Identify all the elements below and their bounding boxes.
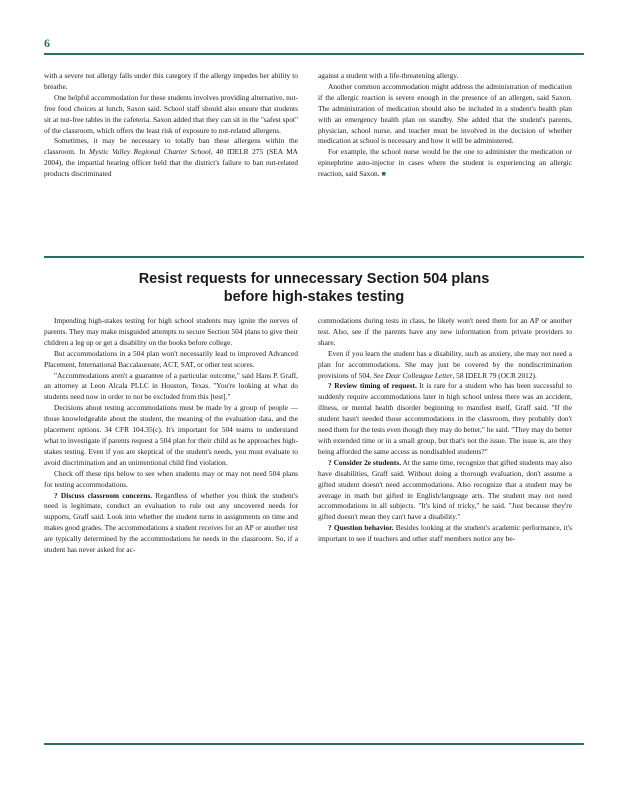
end-mark: ■	[381, 169, 386, 179]
case-citation: See Dear Colleague Letter	[373, 370, 453, 380]
tip-heading: ? Review timing of request.	[328, 381, 417, 391]
tip-text: Regardless of whether you think the student's need is legitimate, conduct an evaluation to rule out any uncovered needs for supports, Graff said. Look into whether the student turns in assignments on time and makes good grades. The accommodations a student receives for an AP or another test are typically determined by the accommodations he needs in the classroom. So, if a student has never asked for ac-	[44, 490, 298, 555]
article2-paragraph: commodations during tests in class, he likely won't need them for an AP or another test. Also, see if the parents have any new information from private providers to share.	[318, 316, 572, 347]
article2-paragraph: But accommodations in a 504 plan won't necessarily lead to improved Advanced Placement, International Baccalaureate, ACT, SAT, or other test scores.	[44, 348, 298, 369]
article1-paragraph: against a student with a life-threatening allergy.	[318, 71, 459, 80]
article2-text: Even if you learn the student has a disability, such as anxiety, she may not need a plan for accommodations. She may just be covered by the nondiscrimination provisions of 504.	[318, 348, 572, 380]
tip-text: Besides looking at the student's academic performance, it's important to see if teachers and other staff members notice any be-	[318, 523, 572, 544]
article1-text: For example, the school nurse would be the one to administer the medication or epinephrine auto-injector in cases where the student is experiencing an allergic reaction, said Saxon.	[318, 147, 572, 179]
case-citation: Mystic Valley Regional Charter School	[88, 147, 211, 157]
article1-text: , 40 IDELR 275 (SEA MA 2004), the impartial hearing officer held that the district's failure to ban nut-related products discriminated	[44, 147, 298, 179]
article1-paragraph: Another common accommodation might address the administration of medication if the allergic reaction is severe enough in the presence of an allergen, said Saxon. The administration of medication should also be included in a student's health plan with an emergency health plan on standby. She added that the student's parents, physician, school nurse, and teacher must be involved in the decision of whether medication at school is necessary and how it will be administered.	[318, 81, 572, 146]
article2-paragraph: Impending high-stakes testing for high school students may ignite the nerves of parents. They may make misguided attempts to secure Section 504 plans to give their children a leg up or get a disability on the books before college.	[44, 316, 298, 347]
tip-text: At the same time, recognize that gifted students may also have disabilities, Graff said. Without doing a thorough evaluation, don't assume a gifted student doesn't need accommodations. Also recognize that a student may be average in math but gifted in English/language arts. The student may not need accommodations in all subjects. "It's kind of tricky," he said. "Just because they're gifted doesn't mean they can't have a disability."	[318, 457, 572, 522]
tip-text: It is rare for a student who has been successful to suddenly require accommodations later in high school unless there was an accident, illness, or mental health disorder beginning to manifest itself, Graff said. "If the student hasn't needed those accommodations in the classroom, they probably don't need them for the tests even though they may do better," he said. "They may do better with extended time or in a small group, but that's not the issue. The issue is, are they being afforded the same access as nondisabled students?"	[318, 381, 572, 456]
top-rule	[44, 53, 584, 55]
article2-text: , 58 IDELR 79 (OCR 2012).	[452, 370, 537, 380]
section-divider	[44, 256, 584, 258]
article2-right-column	[318, 316, 572, 738]
article2-tip	[44, 491, 298, 556]
tip-heading: ? Discuss classroom concerns.	[54, 490, 153, 500]
article2-paragraph: Check off these tips below to see when students may or may not need 504 plans for testing accommodations.	[44, 468, 298, 489]
tip-heading: ? Question behavior.	[328, 523, 394, 533]
article1-right-column	[318, 71, 572, 251]
article2-paragraph: Decisions about testing accommodations must be made by a group of people — those knowledgeable about the student, the meaning of the evaluation data, and the placement options. 34 CFR 104.35(c). It's important for 504 teams to understand what to investigate if parents request a 504 plan for their child as he approaches high-stakes testing. Even if you are skeptical of the student's needs, you must evaluate to avoid discrimination and an unintentional child find violation.	[44, 403, 298, 467]
article1-paragraph: with a severe nut allergy falls under this category if the allergy impedes her ability to breathe.	[44, 71, 298, 91]
page-number: 6	[44, 36, 50, 50]
article2-paragraph: "Accommodations aren't a guarantee of a particular outcome," said Hans P. Graff, an attorney at Leon Alcala PLLC in Houston, Texas. "You're looking at what do students need now in order to not be excluded from this [test]."	[44, 370, 298, 402]
headline-line-2: before high-stakes testing	[223, 289, 405, 305]
article-headline	[44, 270, 584, 306]
article1-left-column	[44, 71, 298, 251]
tip-heading: ? Consider 2e students.	[328, 457, 402, 467]
article1-text: Sometimes, it may be necessary to totally ban these allergens within the classroom. In	[44, 136, 298, 157]
article1-paragraph: One helpful accommodation for these students involves providing alternative, nut-free food choices at lunch, Saxon said. School staff should also ensure that students sit at nut-free tables in the cafeteria. Saxon added that they can sit in the "safest spot" of the classroom, which offers the least risk of exposure to nut-related allergens.	[44, 92, 298, 135]
article1-paragraph	[44, 136, 298, 180]
bottom-rule	[44, 743, 584, 745]
article2-tip	[318, 523, 572, 545]
article2-tip	[318, 458, 572, 523]
article2-paragraph	[318, 349, 572, 382]
article1-paragraph	[318, 147, 572, 180]
article2-tip	[318, 381, 572, 457]
headline-line-1: Resist requests for unnecessary Section 504 plans	[138, 271, 490, 287]
article2-left-column	[44, 316, 298, 738]
